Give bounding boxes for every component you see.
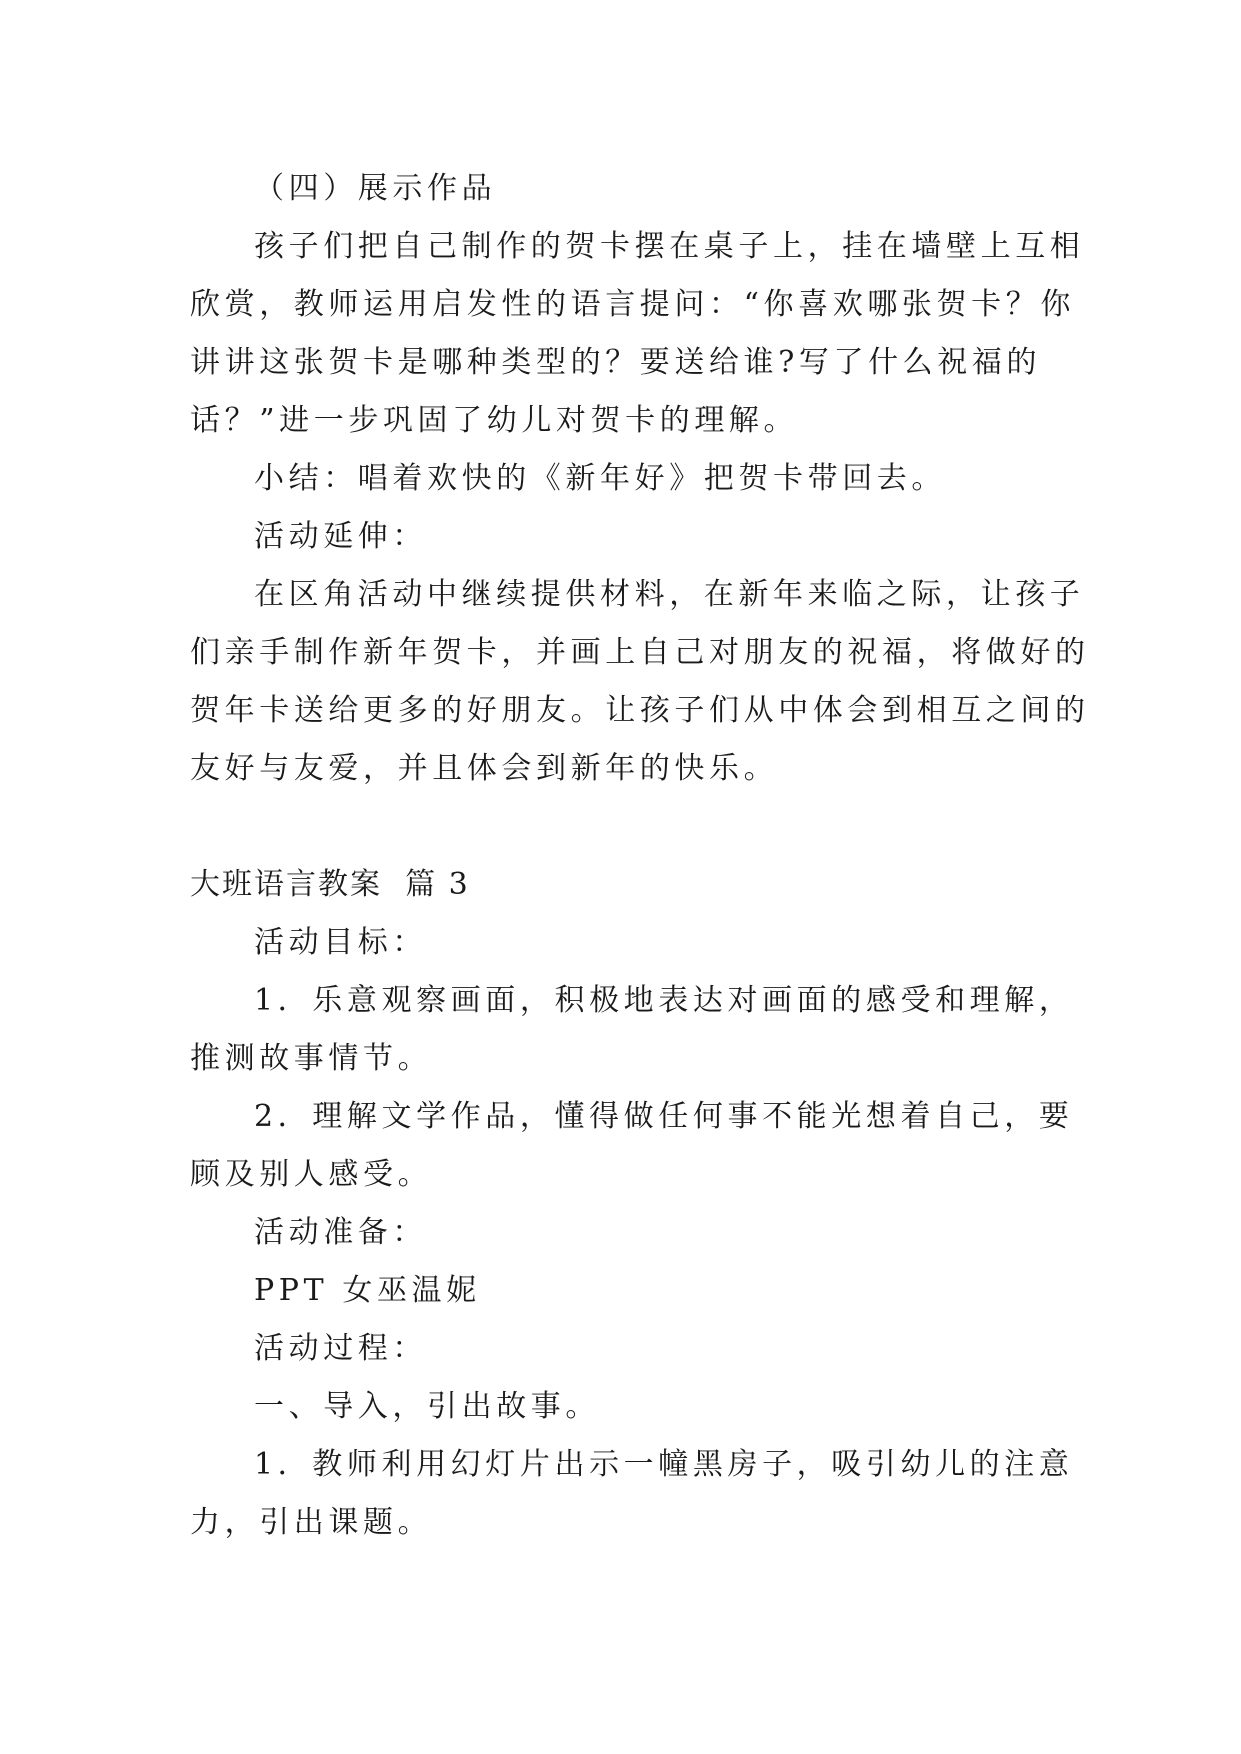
paragraph-line: 在区角活动中继续提供材料，在新年来临之际，让孩子 <box>254 577 1085 612</box>
extension-label: 活动延伸： <box>254 519 427 554</box>
process-label: 活动过程： <box>254 1331 427 1366</box>
section-spacer <box>190 798 1052 856</box>
preparation-item: PPT 女巫温妮 <box>254 1273 481 1308</box>
goals-label: 活动目标： <box>254 925 427 960</box>
paragraph-line: 力，引出课题。 <box>190 1505 433 1540</box>
paragraph-line: 们亲手制作新年贺卡，并画上自己对朋友的祝福，将做好的 <box>190 635 1090 670</box>
paragraph-line: 1．乐意观察画面，积极地表达对画面的感受和理解， <box>254 983 1074 1018</box>
document-body <box>190 160 1090 1552</box>
lesson-title: 大班语言教案 篇 3 <box>190 867 470 902</box>
paragraph-line: 话？”进一步巩固了幼儿对贺卡的理解。 <box>190 403 799 438</box>
goal-item <box>190 972 1074 1088</box>
paragraph-line: 欣赏，教师运用启发性的语言提问：“你喜欢哪张贺卡？你 <box>190 287 1075 322</box>
goal-item <box>190 1088 1074 1204</box>
paragraph-line: 顾及别人感受。 <box>190 1157 433 1192</box>
paragraph-line: 1．教师利用幻灯片出示一幢黑房子，吸引幼儿的注意 <box>254 1447 1074 1482</box>
paragraph-line: 贺年卡送给更多的好朋友。让孩子们从中体会到相互之间的 <box>190 693 1090 728</box>
summary-line: 小结：唱着欢快的《新年好》把贺卡带回去。 <box>254 461 946 496</box>
paragraph-line: 讲讲这张贺卡是哪种类型的？要送给谁?写了什么祝福的 <box>190 345 1042 380</box>
preparation-label: 活动准备： <box>254 1215 427 1250</box>
paragraph-display-works <box>190 218 1085 450</box>
process-substep <box>190 1436 1074 1552</box>
paragraph-line: 孩子们把自己制作的贺卡摆在桌子上，挂在墙壁上互相 <box>254 229 1085 264</box>
paragraph-line: 2．理解文学作品，懂得做任何事不能光想着自己，要 <box>254 1099 1074 1134</box>
paragraph-extension <box>190 566 1090 798</box>
paragraph-line: 推测故事情节。 <box>190 1041 433 1076</box>
paragraph-line: 友好与友爱，并且体会到新年的快乐。 <box>190 751 779 786</box>
process-step: 一、导入，引出故事。 <box>254 1389 600 1424</box>
section-heading: （四）展示作品 <box>254 171 497 206</box>
